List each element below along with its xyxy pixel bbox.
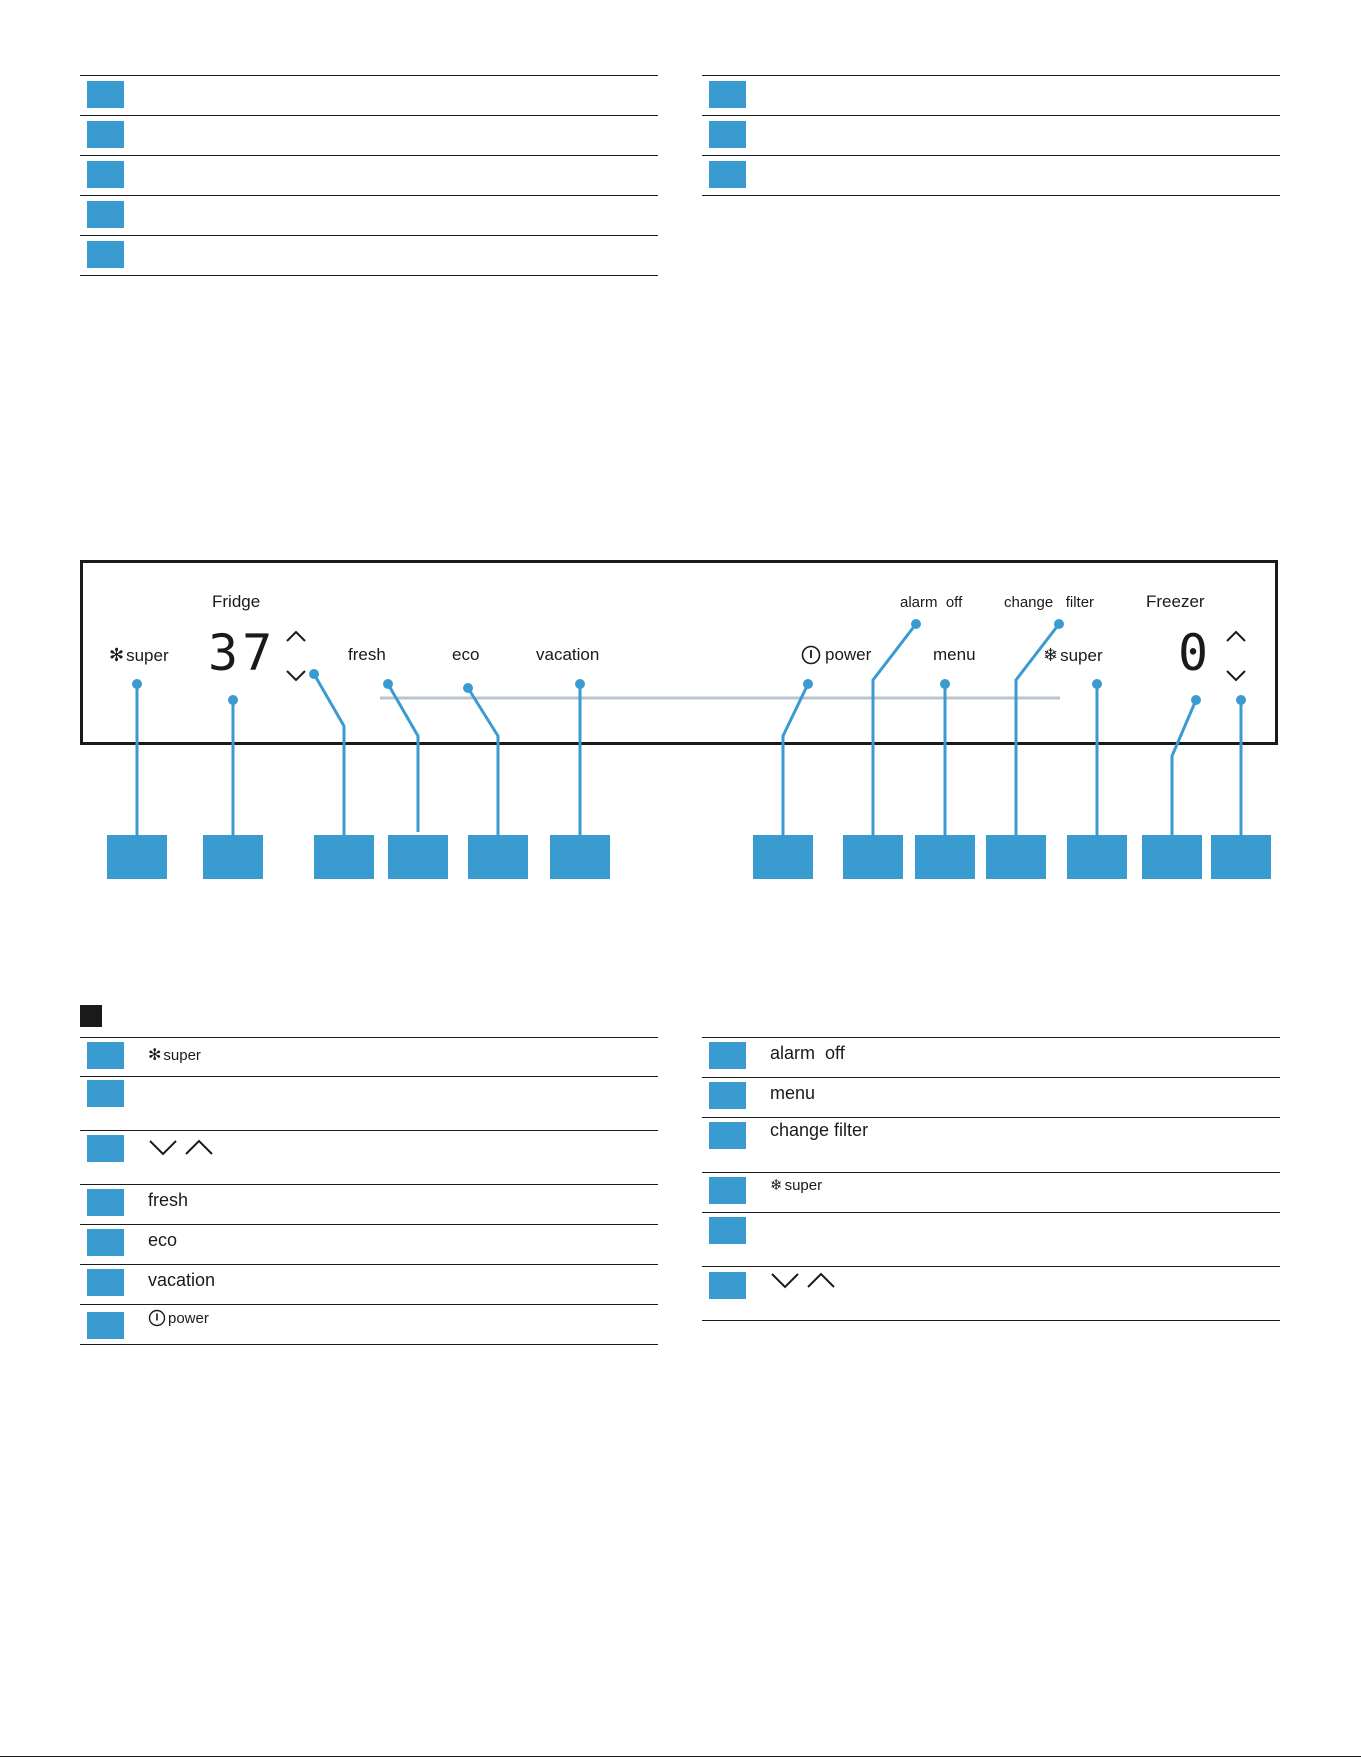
snowflake-icon: ❄	[770, 1177, 783, 1194]
chevron-down-icon	[1224, 668, 1248, 684]
power-button[interactable]	[801, 645, 871, 665]
callout-badge	[107, 835, 167, 879]
legend-label: super	[784, 1176, 823, 1194]
change-filter-button[interactable]: change filter	[1004, 594, 1095, 611]
legend-row	[702, 1117, 1280, 1173]
number-badge	[87, 1189, 124, 1216]
legend-row	[80, 1076, 658, 1131]
legend-row	[80, 1264, 658, 1305]
freezer-down-button[interactable]	[1224, 668, 1248, 689]
legend-marker	[80, 1005, 102, 1027]
down-up-arrows-icon	[770, 1270, 840, 1297]
page-footer-rule	[0, 1756, 1361, 1757]
callout-badge	[388, 835, 448, 879]
number-badge	[709, 1217, 746, 1244]
legend-row	[702, 1077, 1280, 1118]
chevron-up-icon	[1224, 628, 1248, 644]
legend-label: vacation	[148, 1270, 216, 1290]
number-badge	[87, 1042, 124, 1069]
fridge-temperature-display: 37	[208, 624, 277, 682]
number-badge	[709, 1042, 746, 1069]
legend-label: change filter	[770, 1120, 869, 1140]
legend-label: menu	[770, 1083, 816, 1103]
freezer-super-label: super	[1060, 645, 1103, 665]
number-badge	[709, 1082, 746, 1109]
freezer-super-control[interactable]	[1043, 645, 1103, 666]
callout-badge	[1211, 835, 1271, 879]
callout-badge	[1142, 835, 1202, 879]
freezer-temperature-display: 0	[1178, 624, 1209, 682]
vacation-button[interactable]: vacation	[536, 645, 600, 664]
callout-badge	[468, 835, 528, 879]
number-badge	[87, 1080, 124, 1107]
fridge-super-label: super	[126, 645, 169, 665]
legend-row	[80, 1184, 658, 1225]
legend-table-left	[80, 1037, 658, 1349]
power-icon	[801, 645, 821, 665]
number-badge	[709, 1272, 746, 1299]
number-badge	[87, 1269, 124, 1296]
legend-label: super	[163, 1046, 201, 1064]
menu-button[interactable]: menu	[933, 645, 976, 664]
legend-row	[80, 1224, 658, 1265]
legend-label: fresh	[148, 1190, 189, 1210]
callout-badge	[753, 835, 813, 879]
fridge-up-button[interactable]	[284, 628, 308, 649]
fridge-heading: Fridge	[212, 592, 261, 611]
callout-badge	[915, 835, 975, 879]
chevron-down-icon	[284, 668, 308, 684]
number-badge	[709, 1177, 746, 1204]
fan-icon: ✻	[109, 645, 125, 665]
legend-label: power	[168, 1309, 209, 1327]
legend-label: alarm off	[770, 1043, 845, 1063]
legend-label: eco	[148, 1230, 178, 1250]
number-badge	[87, 1312, 124, 1339]
callout-badge	[550, 835, 610, 879]
callout-badge	[314, 835, 374, 879]
chevron-up-icon	[284, 628, 308, 644]
eco-button[interactable]: eco	[452, 645, 480, 664]
power-icon	[148, 1309, 166, 1327]
legend-row	[80, 1304, 658, 1345]
freezer-heading: Freezer	[1146, 592, 1205, 611]
fridge-down-button[interactable]	[284, 668, 308, 689]
legend-row	[702, 1212, 1280, 1267]
legend-table-right	[702, 1037, 1280, 1325]
legend-row	[702, 1266, 1280, 1321]
fresh-button[interactable]: fresh	[348, 645, 386, 664]
callout-badge	[1067, 835, 1127, 879]
callout-badge	[203, 835, 263, 879]
callout-badge	[986, 835, 1046, 879]
legend-row	[702, 1172, 1280, 1213]
legend-row	[80, 1037, 658, 1077]
number-badge	[87, 1135, 124, 1162]
number-badge	[709, 1122, 746, 1149]
fan-icon: ✻	[148, 1047, 162, 1064]
callout-badge	[843, 835, 903, 879]
freezer-up-button[interactable]	[1224, 628, 1248, 649]
snowflake-icon: ❄	[1043, 645, 1059, 665]
alarm-off-button[interactable]: alarm off	[900, 594, 963, 611]
legend-row	[80, 1130, 658, 1185]
power-label: power	[825, 645, 872, 664]
number-badge	[87, 1229, 124, 1256]
fridge-super-control[interactable]	[109, 645, 169, 666]
down-up-arrows-icon	[148, 1137, 218, 1164]
legend-row	[702, 1037, 1280, 1078]
